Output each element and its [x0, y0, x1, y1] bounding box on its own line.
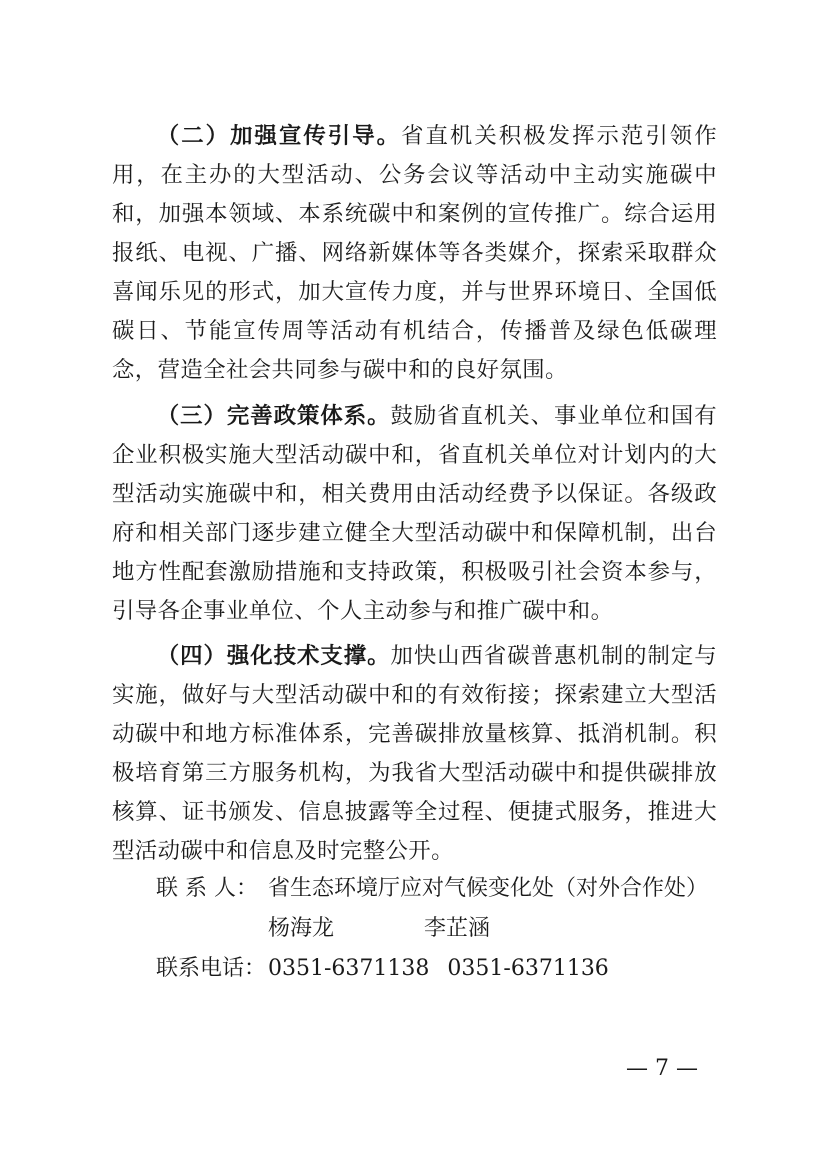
section-heading: （四）强化技术支撑。 [156, 643, 391, 669]
section-body: 加快山西省碳普惠机制的制定与实施，做好与大型活动碳中和的有效衔接；探索建立大型活动碳中和地方标准体系，完善碳排放量核算、抵消机制。积极培育第三方服务机构，为我省大型活动碳中和提供碳排放核算、证书颁发、信息披露等全过程、便捷式服务，推进大型活动碳中和信息及时完整公开。 [112, 643, 717, 864]
contact-phone-label: 联系电话： [156, 956, 267, 981]
section-body: 鼓励省直机关、事业单位和国有企业积极实施大型活动碳中和，省直机关单位对计划内的大型活动实施碳中和，相关费用由活动经费予以保证。各级政府和相关部门逐步建立健全大型活动碳中和保障机制，出台地方性配套激励措施和支持政策，积极吸引社会资本参与，引导各企事业单位、个人主动参与和推广碳中和。 [112, 403, 717, 624]
contact-person-label: 联 系 人： [156, 876, 258, 901]
section-heading: （三）完善政策体系。 [156, 403, 391, 429]
contact-name: 李芷涵 [424, 916, 491, 941]
section-body: 省直机关积极发挥示范引领作用，在主办的大型活动、公务会议等活动中主动实施碳中和，加强本领域、本系统碳中和案例的宣传推广。综合运用报纸、电视、广播、网络新媒体等各类媒介，探索采取群众喜闻乐见的形式，加大宣传力度，并与世界环境日、全国低碳日、节能宣传周等活动有机结合，传播普及绿色低碳理念，营造全社会共同参与碳中和的良好氛围。 [112, 123, 718, 383]
section-publicity [112, 117, 717, 390]
contact-phone-row [156, 954, 609, 984]
section-heading: （二）加强宣传引导。 [156, 123, 402, 149]
contact-department: 省生态环境厅应对气候变化处（对外合作处） [268, 876, 709, 901]
contact-name: 杨海龙 [268, 916, 335, 941]
contact-phone: 0351-6371136 [447, 956, 609, 981]
section-policy [112, 397, 717, 631]
page-number: — 7 — [626, 1056, 698, 1081]
contact-person-row [156, 874, 708, 904]
section-technical-support [112, 637, 717, 871]
contact-phone: 0351-6371138 [268, 956, 430, 981]
